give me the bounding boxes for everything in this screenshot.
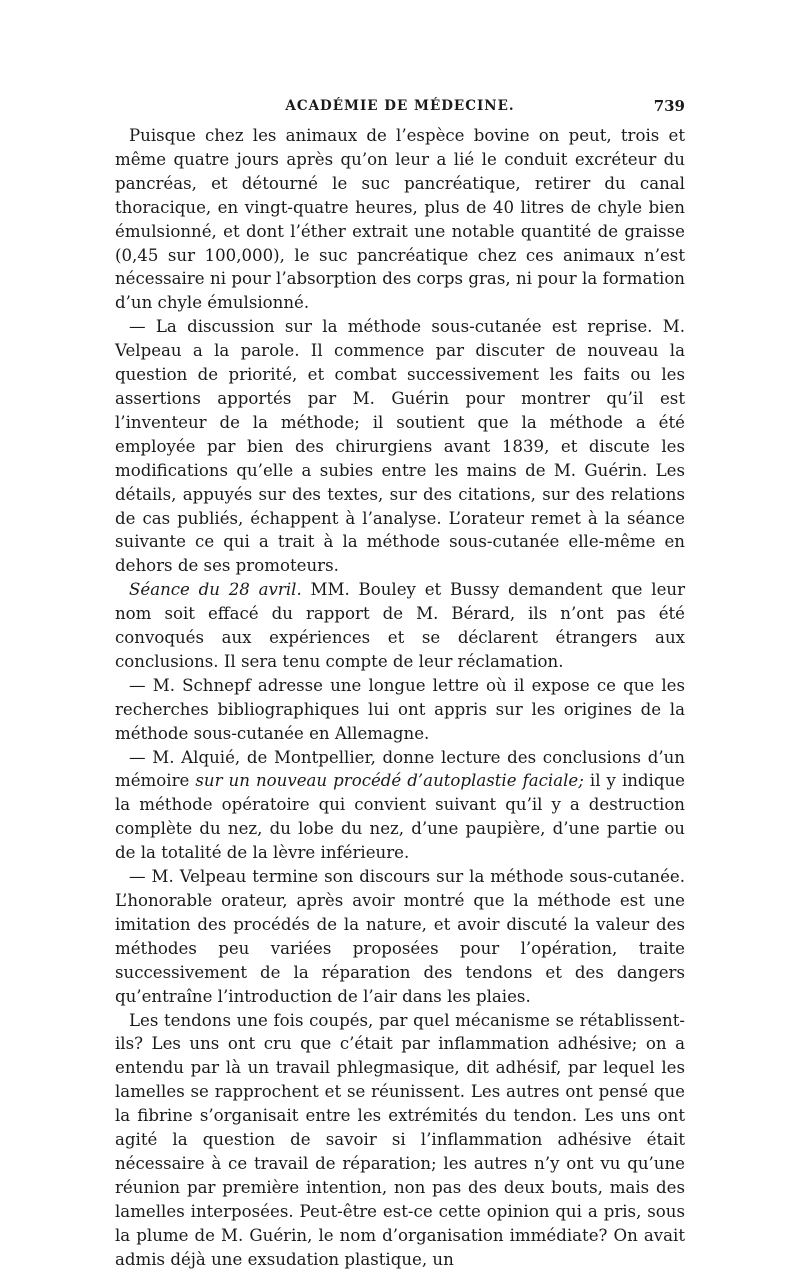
paragraph-text: MM. Bouley et Bussy demandent que leur nom soit effacé du rapport de M. Bérard, ils n’ont pas été convoqués aux expériences et se déclarent étrangers aux conclusions. Il sera tenu compte de leur réclamation. <box>115 580 686 671</box>
paragraph-pancreas <box>115 124 685 315</box>
paragraph-text: il y indique la méthode opératoire qui convient suivant qu’il y a destruction complète du nez, du lobe du nez, d’une paupière, d’une partie ou de la totalité de la lèvre inférieure. <box>115 771 685 863</box>
paragraph-velpeau-priority <box>115 315 685 578</box>
paragraph-text: — M. Schnepf adresse une longue lettre où il expose ce que les recherches bibliographiques lui ont appris sur les origines de la méthode sous-cutanée en Allemagne. <box>115 675 685 743</box>
session-date: Séance du 28 avril. <box>129 580 302 600</box>
paragraph-alquie <box>115 746 685 866</box>
paragraph-schnepf <box>115 674 685 746</box>
paragraph-text: — M. Alquié, de Montpellier, donne lecture des conclusions d’un mémoire <box>115 747 685 791</box>
paragraph-tendons <box>115 1009 685 1272</box>
paragraph-seance-28-avril <box>115 578 685 674</box>
book-page <box>115 98 685 1272</box>
running-title: ACADÉMIE DE MÉDECINE. <box>285 98 515 114</box>
page-number: 739 <box>653 97 685 115</box>
paragraph-text: Les tendons une fois coupés, par quel mécanisme se rétablissent-ils? Les uns ont cru que c’était par inflammation adhésive; on a entendu par là un travail phlegmasique, dit adhésif, par lequel les lamelles se rapprochent et se réunissent. Les autres ont pensé que la fibrine s’organisait entre les extrémités du tendon. Les uns ont agité la question de savoir si l’inflammation adhésive était nécessaire à ce travail de réparation; les autres n’y ont vu qu’une réunion par première intention, non pas des deux bouts, mais des lamelles interposées. Peut-être est-ce cette opinion qui a pris, sous la plume de M. Guérin, le nom d’organisation immédiate? On avait admis déjà une exsudation plastique, un <box>115 1010 685 1269</box>
paragraph-text: Puisque chez les animaux de l’espèce bovine on peut, trois et même quatre jours après qu’on leur a lié le conduit excréteur du pancréas, et détourné le suc pancréatique, retirer du canal thoracique, en vingt-quatre heures, plus de 40 litres de chyle bien émulsionné, et dont l’éther extrait une notable quantité de graisse (0,45 sur 100,000), le suc pancréatique chez ces animaux n’est nécessaire ni pour l’absorption des corps gras, ni pour la formation d’un chyle émulsionné. <box>115 126 685 313</box>
paragraph-text: — La discussion sur la méthode sous-cutanée est reprise. M. Velpeau a la parole. Il commence par discuter de nouveau la question de priorité, et combat successivement les faits ou les assertions apportés par M. Guérin pour montrer qu’il est l’inventeur de la méthode; il soutient que la méthode a été employée par bien des chirurgiens avant 1839, et discute les modifications qu’elle a subies entre les mains de M. Guérin. Les détails, appuyés sur des textes, sur des citations, sur des relations de cas publiés, échappent à l’analyse. L’orateur remet à la séance suivante ce qui a trait à la méthode sous-cutanée elle-même en dehors de ses promoteurs. <box>115 317 685 576</box>
paragraph-text: — M. Velpeau termine son discours sur la méthode sous-cutanée. L’honorable orateur, après avoir montré que la méthode est une imitation des procédés de la nature, et avoir discuté la valeur des méthodes peu variées proposées pour l’opération, traite successivement de la réparation des tendons et des dangers qu’entraîne l’introduction de l’air dans les plaies. <box>115 867 685 1006</box>
paragraph-velpeau-discourse <box>115 865 685 1008</box>
memoir-title: sur un nouveau procédé d’autoplastie faciale; <box>195 771 584 791</box>
page-header <box>115 98 685 122</box>
